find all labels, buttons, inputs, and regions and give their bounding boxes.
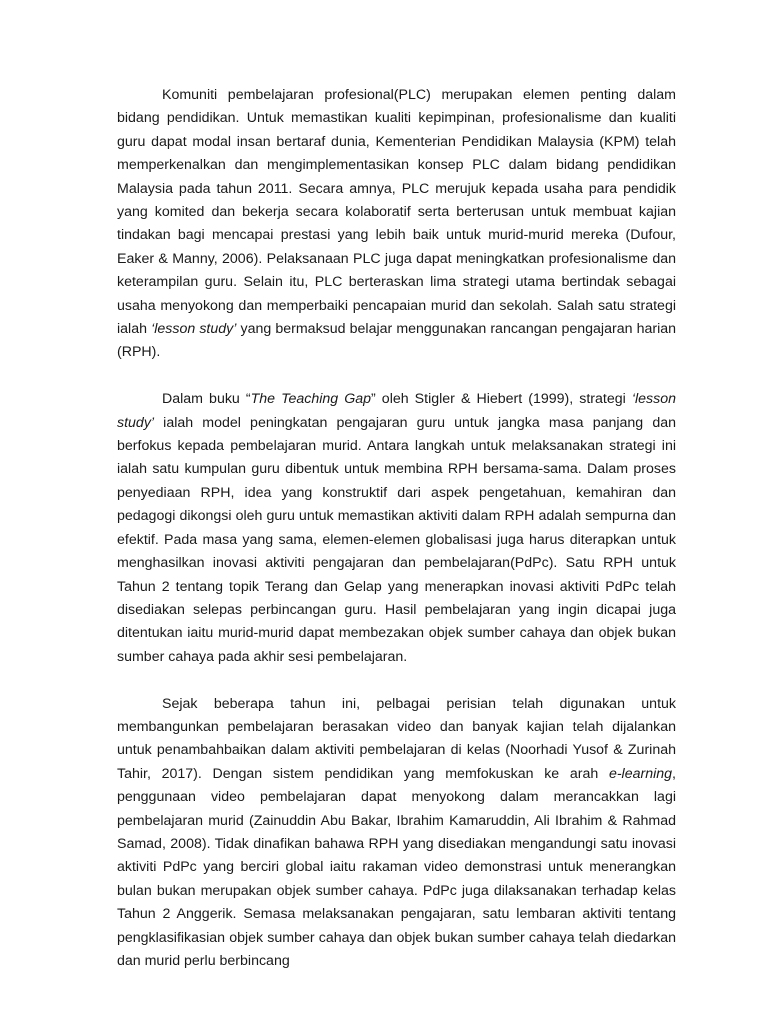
paragraph-1-italic-term: ‘lesson study’: [151, 321, 237, 338]
paragraph-video-learning: [117, 693, 676, 974]
paragraph-2-text-end: ialah model peningkatan pengajaran guru untuk jangka masa panjang dan berfokus kepada pembelajaran murid. Antara langkah untuk melaksanakan strategi ini ialah satu kumpulan guru dibentuk untuk membina RPH bersama-sama. Dalam proses penyediaan RPH, idea yang konstruktif dari aspek pengetahuan, kemahiran dan pedagogi dikongsi oleh guru untuk memastikan aktiviti dalam RPH adalah sempurna dan efektif. Pada masa yang sama, elemen-elemen globalisasi juga harus diterapkan untuk menghasilkan inovasi aktiviti pengajaran dan pembelajaran(PdPc). Satu RPH untuk Tahun 2 tentang topik Terang dan Gelap yang menerapkan inovasi aktiviti PdPc telah disediakan selepas perbincangan guru. Hasil pembelajaran yang ingin dicapai juga ditentukan iaitu murid-murid dapat membezakan objek sumber cahaya dan objek bukan sumber cahaya pada akhir sesi pembelajaran.: [117, 414, 676, 665]
paragraph-1-text: Komuniti pembelajaran profesional(PLC) merupakan elemen penting dalam bidang pendidikan. Untuk memastikan kualiti kepimpinan, profesionalisme dan kualiti guru dapat modal insan bertaraf dunia, Kementerian Pendidikan Malaysia (KPM) telah memperkenalkan dan mengimplementasikan konsep PLC dalam bidang pendidikan Malaysia pada tahun 2011. Secara amnya, PLC merujuk kepada usaha para pendidik yang komited dan bekerja secara kolaboratif serta berterusan untuk membuat kajian tindakan bagi mencapai prestasi yang lebih baik untuk murid-murid mereka (Dufour, Eaker & Manny, 2006). Pelaksanaan PLC juga dapat meningkatkan profesionalisme dan keterampilan guru. Selain itu, PLC berteraskan lima strategi utama bertindak sebagai usaha menyokong dan memperbaiki pencapaian murid dan sekolah. Salah satu strategi ialah: [117, 87, 676, 338]
paragraph-plc-introduction: [117, 84, 676, 365]
paragraph-1-text-end: yang bermaksud belajar menggunakan rancangan pengajaran harian (RPH).: [117, 321, 677, 361]
book-title: The Teaching Gap: [250, 391, 372, 408]
paragraph-3-italic-term: e-learning: [608, 765, 673, 782]
paragraph-lesson-study: [117, 388, 676, 669]
paragraph-3-text-end: , penggunaan video pembelajaran dapat menyokong dalam merancakkan lagi pembelajaran murid (Zainuddin Abu Bakar, Ibrahim Kamaruddin, Ali Ibrahim & Rahmad Samad, 2008). Tidak dinafikan bahawa RPH yang disediakan mengandungi satu inovasi aktiviti PdPc yang berciri global iaitu rakaman video demonstrasi untuk menerangkan bulan bukan merupakan objek sumber cahaya. PdPc juga dilaksanakan terhadap kelas Tahun 2 Anggerik. Semasa melaksanakan pengajaran, satu lembaran aktiviti tentang pengklasifikasian objek sumber cahaya dan objek bukan sumber cahaya telah diedarkan dan murid perlu berbincang: [117, 765, 676, 969]
paragraph-2-text-mid: ” oleh Stigler & Hiebert (1999), strategi: [371, 391, 632, 408]
paragraph-2-text-start: Dalam buku “: [162, 391, 251, 408]
document-page: [117, 84, 676, 973]
paragraph-3-text-start: Sejak beberapa tahun ini, pelbagai perisian telah digunakan untuk membangunkan pembelajaran berasakan video dan banyak kajian telah dijalankan untuk penambahbaikan dalam aktiviti pembelajaran di kelas (Noorhadi Yusof & Zurinah Tahir, 2017). Dengan sistem pendidikan yang memfokuskan ke arah: [117, 695, 676, 782]
paragraph-2-italic-term: ‘lesson study’: [117, 391, 676, 431]
